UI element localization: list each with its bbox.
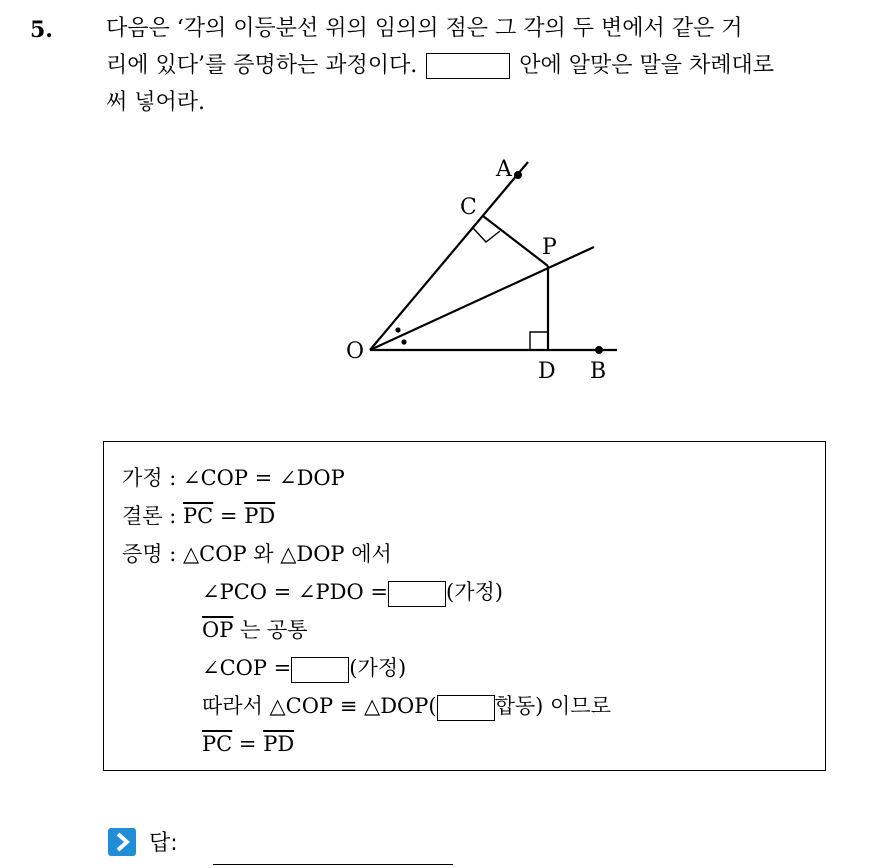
proof-step-2	[202, 616, 308, 644]
angle-bisector-figure	[300, 150, 640, 390]
answer-blank-box	[426, 53, 510, 79]
proof-intro-line	[122, 540, 392, 568]
step4-note: 합동) 이므로	[494, 694, 611, 718]
step2-op: $\overline{OP}$	[202, 618, 234, 642]
question-line-1: 다음은 ‘각의 이등분선 위의 임의의 점은 그 각의 두 변에서 같은 거	[106, 16, 743, 41]
conclusion-label: 결론 :	[122, 504, 177, 528]
blank-box-3	[437, 695, 495, 721]
step1-note: (가정)	[446, 580, 503, 604]
proof-intro: △COP 와 △DOP 에서	[183, 542, 392, 566]
blank-box-2	[291, 657, 349, 683]
answer-row	[108, 826, 178, 857]
proof-step-1	[202, 578, 503, 607]
conclusion-line	[122, 502, 275, 530]
hypothesis-line	[122, 464, 345, 492]
question-line-2b: 안에 알맞은 말을 차례대로	[519, 53, 775, 78]
label-b: B	[590, 359, 607, 384]
proof-label: 증명 :	[122, 542, 177, 566]
proof-final-line	[202, 730, 294, 758]
answer-label: 답:	[149, 831, 178, 856]
chevron-right-icon	[108, 828, 136, 856]
question-number: 5.	[30, 17, 53, 43]
blank-box-1	[388, 581, 446, 607]
final-pd: $\overline{PD}$	[263, 732, 295, 756]
question-line-3: 써 넣어라.	[106, 90, 205, 115]
hypothesis-label: 가정 :	[122, 466, 177, 490]
step1-expr: ∠PCO = ∠PDO =	[202, 580, 389, 604]
conclusion-pd: $\overline{PD}$	[244, 504, 276, 528]
label-c: C	[460, 195, 477, 220]
proof-step-3	[202, 654, 406, 683]
label-a: A	[496, 157, 512, 182]
step3-expr: ∠COP =	[202, 656, 292, 680]
question-line-2	[106, 51, 774, 81]
step3-note: (가정)	[349, 656, 407, 680]
question-line-2a: 리에 있다’를 증명하는 과정이다.	[106, 53, 418, 78]
hypothesis-expr: ∠COP = ∠DOP	[183, 466, 345, 490]
proof-box	[103, 441, 826, 771]
conclusion-eq: =	[219, 504, 238, 528]
label-o: O	[346, 339, 365, 364]
proof-step-4	[202, 692, 611, 721]
conclusion-pc: $\overline{PC}$	[183, 504, 214, 528]
label-p: P	[542, 235, 557, 260]
step2-text: 는 공통	[240, 618, 308, 642]
answer-input-line[interactable]	[213, 864, 453, 865]
label-d: D	[538, 359, 556, 384]
final-eq: =	[238, 732, 257, 756]
step4-expr: 따라서 △COP ≡ △DOP(	[202, 694, 437, 718]
final-pc: $\overline{PC}$	[202, 732, 233, 756]
